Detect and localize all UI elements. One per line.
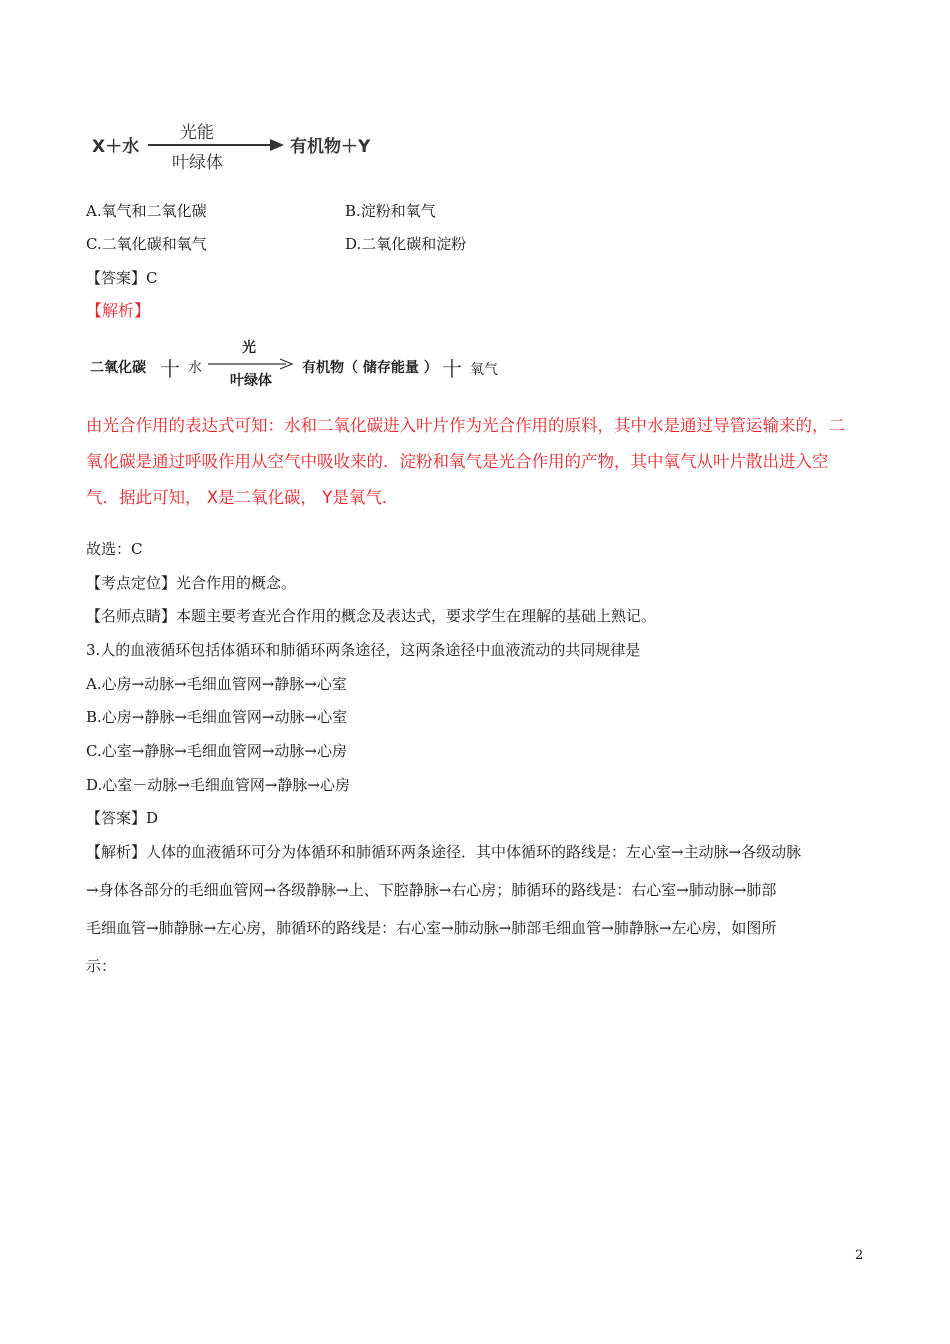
q3-explanation-line: 【解析】人体的血液循环可分为体循环和肺循环两条途径．其中体循环的路线是：左心室→主动脉→各级动脉 bbox=[86, 843, 802, 861]
q2-analysis-label: 【解析】 bbox=[86, 301, 151, 320]
q2-explanation-line: 气．据此可知， X是二氧化碳， Y是氧气． bbox=[86, 488, 399, 507]
q3-answer: 【答案】D bbox=[86, 809, 159, 827]
q2-option-c: C.二氧化碳和氧气 bbox=[86, 235, 207, 253]
arrow-icon bbox=[208, 358, 294, 370]
eq2-co2: 二氧化碳 bbox=[90, 360, 146, 376]
q3-explanation-line: 毛细血管→肺静脉→左心房，肺循环的路线是：右心室→肺动脉→肺部毛细血管→肺静脉→左心房，如图所 bbox=[86, 919, 777, 937]
q3-option-c: C.心室→静脉→毛细血管网→动脉→心房 bbox=[86, 742, 347, 760]
eq1-lhs: X＋水 bbox=[92, 137, 140, 157]
eq1-below: 叶绿体 bbox=[172, 153, 223, 173]
photosynthesis-word-equation-image bbox=[90, 335, 510, 390]
eq2-oxygen: 氧气 bbox=[470, 362, 498, 378]
eq2-below: 叶绿体 bbox=[230, 373, 272, 389]
q2-knowledge-point: 【考点定位】光合作用的概念。 bbox=[86, 574, 297, 592]
q2-explanation-line: 由光合作用的表达式可知：水和二氧化碳进入叶片作为光合作用的原料，其中水是通过导管运输来的，二 bbox=[86, 416, 845, 435]
q2-option-b: B.淀粉和氧气 bbox=[345, 202, 436, 220]
q2-option-d: D.二氧化碳和淀粉 bbox=[345, 235, 467, 253]
eq2-above: 光 bbox=[242, 340, 256, 356]
eq2-product: 有机物（ 储存能量 ） bbox=[302, 360, 438, 376]
q3-stem: 3.人的血液循环包括体循环和肺循环两条途径，这两条途径中血液流动的共同规律是 bbox=[86, 641, 641, 659]
q2-option-a: A.氧气和二氧化碳 bbox=[86, 202, 207, 220]
q2-explanation-line: 氧化碳是通过呼吸作用从空气中吸收来的．淀粉和氧气是光合作用的产物，其中氧气从叶片散出进入空 bbox=[86, 452, 829, 471]
q3-option-b: B.心房→静脉→毛细血管网→动脉→心室 bbox=[86, 708, 348, 726]
eq1-rhs: 有机物＋Y bbox=[290, 137, 371, 157]
page-number: 2 bbox=[855, 1248, 864, 1263]
eq1-above: 光能 bbox=[180, 123, 214, 143]
photosynthesis-equation-image bbox=[92, 118, 392, 174]
eq2-plus2: 十 bbox=[442, 357, 462, 381]
q2-explanation bbox=[86, 408, 876, 516]
eq2-water: 水 bbox=[188, 360, 202, 376]
q3-explanation-line: 示： bbox=[86, 957, 117, 975]
q2-teacher-tip: 【名师点睛】本题主要考查光合作用的概念及表达式，要求学生在理解的基础上熟记。 bbox=[86, 607, 657, 625]
q2-answer: 【答案】C bbox=[86, 269, 158, 287]
q3-option-a: A.心房→动脉→毛细血管网→静脉→心室 bbox=[86, 675, 347, 693]
q3-explanation-line: →身体各部分的毛细血管网→各级静脉→上、下腔静脉→右心房；肺循环的路线是：右心室→肺动脉→肺部 bbox=[86, 881, 777, 899]
q2-choice: 故选：C bbox=[86, 540, 143, 558]
eq2-plus1: 十 bbox=[160, 357, 180, 381]
q3-option-d: D.心室－动脉→毛细血管网→静脉→心房 bbox=[86, 776, 350, 794]
arrow-icon bbox=[148, 138, 284, 152]
